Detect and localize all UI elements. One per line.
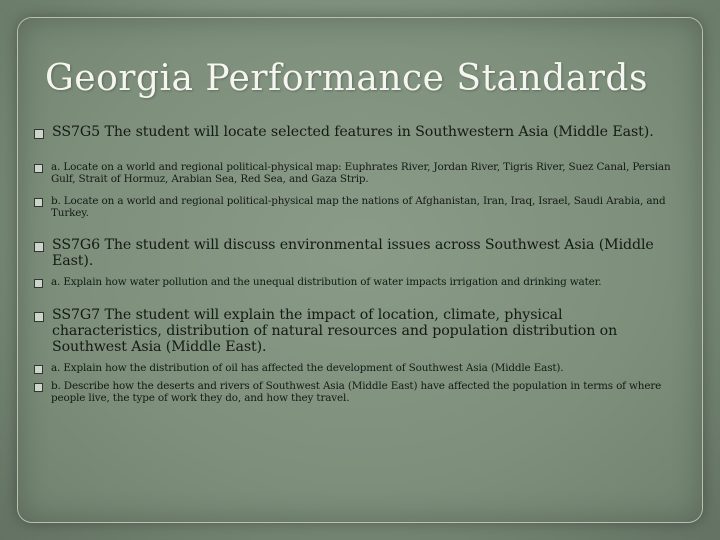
empty-square-bullet-icon bbox=[34, 164, 43, 173]
empty-square-bullet-icon bbox=[34, 129, 44, 139]
element-ss7g5-a bbox=[34, 161, 684, 185]
element-text: a. Explain how the distribution of oil has affected the development of Southwest Asia (Middle East). bbox=[51, 362, 564, 374]
empty-square-bullet-icon bbox=[34, 312, 44, 322]
element-ss7g6-a bbox=[34, 276, 684, 288]
element-text: b. Locate on a world and regional political-physical map the nations of Afghanistan, Iran, Iraq, Israel, Saudi Arabia, and Turkey. bbox=[51, 195, 666, 219]
empty-square-bullet-icon bbox=[34, 279, 43, 288]
standard-ss7g5 bbox=[34, 124, 674, 140]
element-ss7g7-b bbox=[34, 380, 684, 404]
standard-ss7g7 bbox=[34, 307, 634, 355]
standard-text: SS7G6 The student will discuss environmental issues across Southwest Asia (Middle East). bbox=[52, 237, 654, 269]
standard-text: SS7G5 The student will locate selected features in Southwestern Asia (Middle East). bbox=[52, 124, 654, 140]
element-ss7g7-a bbox=[34, 362, 684, 374]
standard-ss7g6 bbox=[34, 237, 684, 269]
empty-square-bullet-icon bbox=[34, 383, 43, 392]
element-text: a. Locate on a world and regional political-physical map: Euphrates River, Jordan River, Tigris River, Suez Canal, Persian Gulf, Strait of Hormuz, Arabian Sea, Red Sea, and Gaza Strip. bbox=[51, 161, 671, 185]
standard-text: SS7G7 The student will explain the impact of location, climate, physical characteristics, distribution of natural resources and population distribution on Southwest Asia (Middle East). bbox=[52, 307, 618, 355]
element-text: a. Explain how water pollution and the unequal distribution of water impacts irrigation and drinking water. bbox=[51, 276, 602, 288]
element-ss7g5-b bbox=[34, 195, 684, 219]
empty-square-bullet-icon bbox=[34, 242, 44, 252]
empty-square-bullet-icon bbox=[34, 198, 43, 207]
element-text: b. Describe how the deserts and rivers of Southwest Asia (Middle East) have affected the population in terms of where people live, the type of work they do, and how they travel. bbox=[51, 380, 662, 404]
slide-title: Georgia Performance Standards bbox=[45, 58, 648, 99]
empty-square-bullet-icon bbox=[34, 365, 43, 374]
